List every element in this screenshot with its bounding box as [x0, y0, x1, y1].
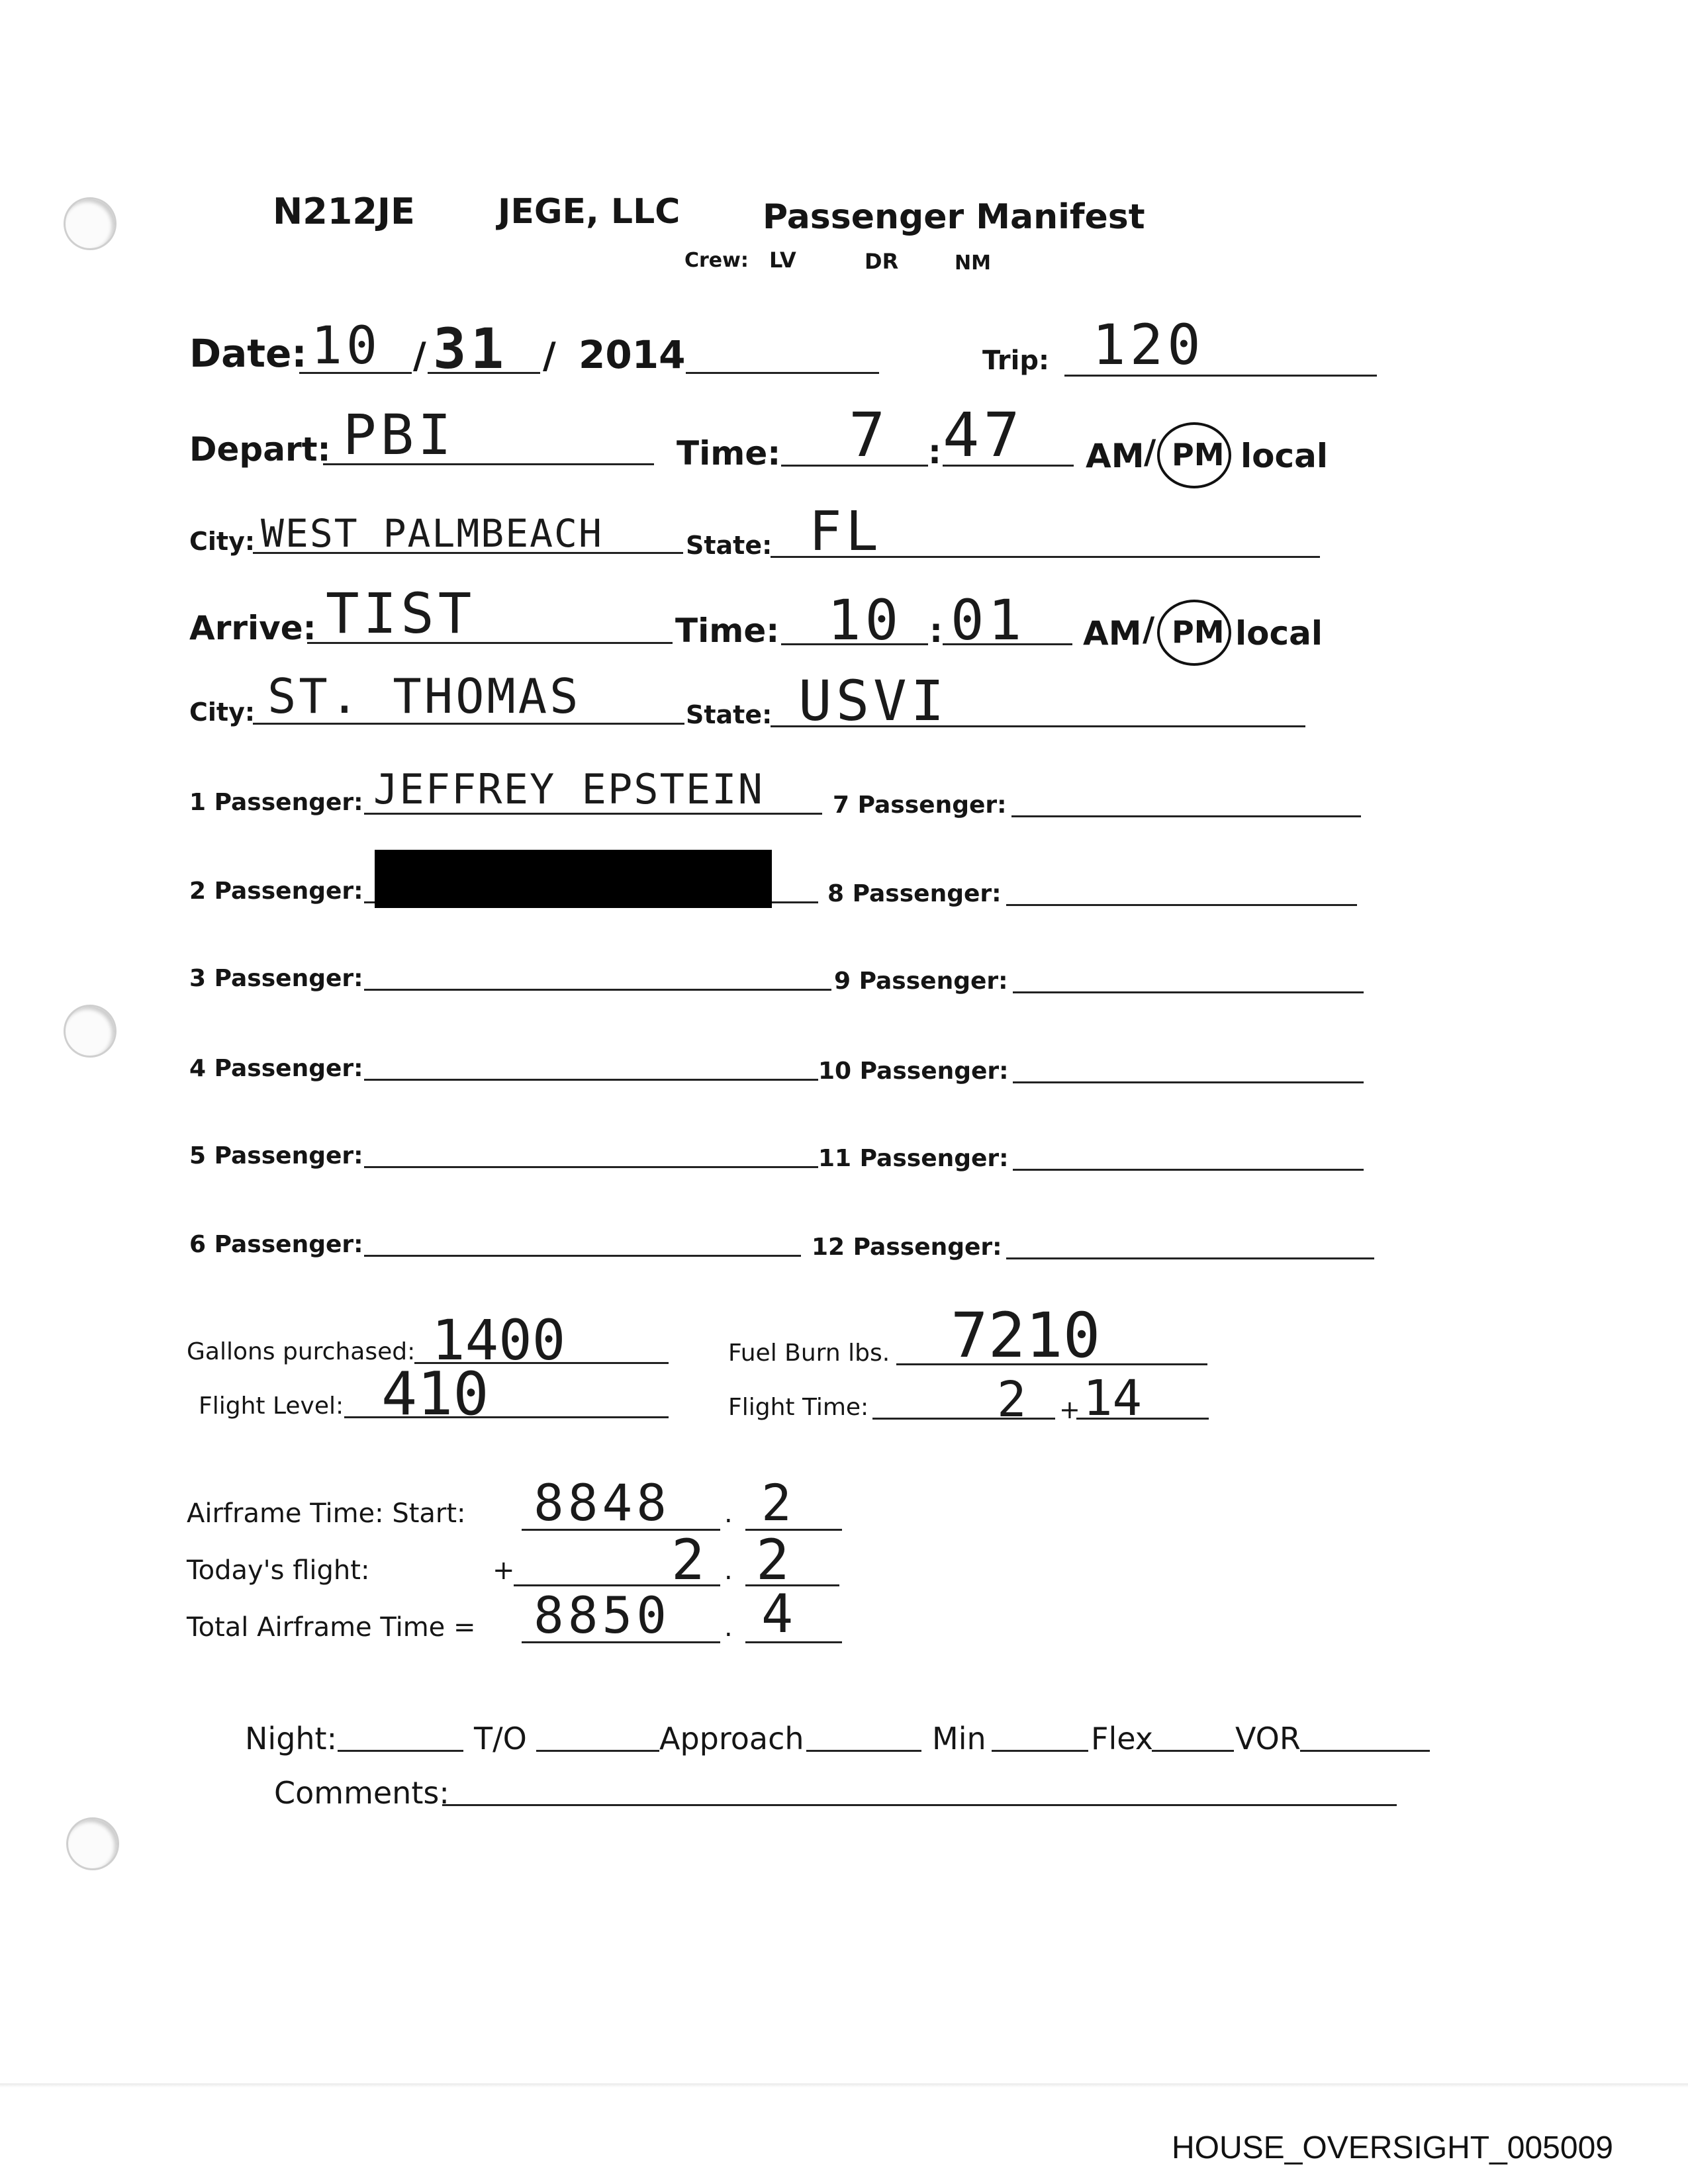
crew-member-3: NM [955, 251, 991, 275]
arrive-minute-field[interactable]: 01 [951, 588, 1026, 653]
arrive-slash: / [1143, 610, 1155, 649]
date-year-line [686, 372, 879, 374]
date-day-field[interactable]: 31 [433, 316, 508, 381]
crew-member-1: LV [769, 248, 796, 273]
vor-line[interactable] [1300, 1750, 1430, 1752]
todays-flight-plus: + [492, 1555, 515, 1586]
flex-label: Flex [1091, 1721, 1153, 1756]
flight-level-label: Flight Level: [199, 1392, 344, 1420]
passenger-12-label: 12 Passenger: [812, 1234, 1002, 1261]
approach-label: Approach [659, 1721, 804, 1756]
passenger-11-line [1013, 1169, 1364, 1171]
date-label: Date: [189, 331, 307, 376]
passenger-3-label: 3 Passenger: [189, 965, 363, 992]
passenger-11-label: 11 Passenger: [818, 1145, 1009, 1172]
binder-hole-bottom [66, 1817, 119, 1870]
min-line[interactable] [992, 1750, 1088, 1752]
flight-time-minutes-field[interactable]: 14 [1083, 1370, 1143, 1427]
todays-flight-dot: . [724, 1555, 733, 1586]
date-month-field[interactable]: 10 [311, 316, 381, 376]
takeoff-label: T/O [474, 1721, 527, 1756]
min-label: Min [932, 1721, 986, 1756]
passenger-7-line [1011, 815, 1361, 817]
depart-field[interactable]: PBI [343, 402, 455, 467]
passenger-1-label: 1 Passenger: [189, 789, 363, 816]
gallons-purchased-field[interactable]: 1400 [432, 1308, 566, 1373]
depart-time-colon: : [928, 433, 941, 471]
flight-level-field[interactable]: 410 [381, 1359, 489, 1429]
passenger-4-line [364, 1079, 818, 1081]
arrive-am[interactable]: AM [1083, 614, 1142, 653]
bates-number: HOUSE_OVERSIGHT_005009 [1172, 2130, 1613, 2165]
crew-label: Crew: [684, 249, 749, 272]
fuel-burn-field[interactable]: 7210 [951, 1300, 1101, 1372]
total-airframe-label: Total Airframe Time = [187, 1612, 476, 1643]
depart-city-field[interactable]: WEST PALMBEACH [261, 511, 603, 556]
arrive-city-label: City: [189, 698, 256, 727]
depart-hour-field[interactable]: 7 [849, 400, 890, 471]
passenger-2-redaction [375, 850, 772, 908]
night-line[interactable] [338, 1750, 463, 1752]
passenger-6-line [364, 1255, 801, 1257]
fuel-burn-label: Fuel Burn lbs. [728, 1340, 890, 1367]
arrive-field[interactable]: TIST [326, 581, 476, 646]
page-title: Passenger Manifest [763, 197, 1145, 237]
arrive-city-field[interactable]: ST. THOMAS [267, 668, 581, 724]
trip-label: Trip: [982, 345, 1049, 376]
depart-city-label: City: [189, 527, 256, 556]
passenger-10-line [1013, 1081, 1364, 1083]
approach-line[interactable] [806, 1750, 921, 1752]
binder-hole-middle [64, 1005, 117, 1058]
arrive-local: local [1235, 614, 1323, 653]
passenger-8-line [1006, 904, 1357, 906]
night-label: Night: [245, 1721, 338, 1756]
arrive-pm[interactable]: PM [1172, 614, 1225, 650]
depart-time-label: Time: [677, 434, 781, 473]
crew-member-2: DR [865, 249, 899, 274]
vor-label: VOR [1235, 1721, 1301, 1756]
passenger-9-label: 9 Passenger: [834, 968, 1008, 995]
trip-field[interactable]: 120 [1092, 312, 1205, 377]
date-year: 2014 [579, 332, 686, 377]
total-airframe-dot: . [724, 1612, 733, 1643]
flight-time-plus: + [1059, 1395, 1080, 1424]
takeoff-line[interactable] [536, 1750, 659, 1752]
arrive-time-colon: : [929, 612, 943, 650]
arrive-hour-field[interactable]: 10 [827, 588, 903, 653]
depart-pm[interactable]: PM [1172, 437, 1225, 473]
binder-hole-top [64, 197, 117, 250]
date-sep-2: / [543, 335, 556, 377]
depart-minute-field[interactable]: 47 [943, 400, 1024, 471]
flex-line[interactable] [1152, 1750, 1234, 1752]
airframe-start-whole-field[interactable]: 8848 [534, 1473, 671, 1532]
arrive-state-label: State: [686, 700, 773, 729]
company-name: JEGE, LLC [498, 192, 680, 232]
depart-am[interactable]: AM [1086, 437, 1145, 475]
scan-page-edge [0, 2083, 1688, 2087]
passenger-8-label: 8 Passenger: [827, 880, 1002, 907]
comments-label: Comments: [274, 1775, 449, 1811]
todays-flight-tenth-field[interactable]: 2 [756, 1527, 794, 1592]
passenger-1-field[interactable]: JEFFREY EPSTEIN [373, 765, 764, 813]
airframe-start-tenth-field[interactable]: 2 [761, 1473, 796, 1532]
passenger-6-label: 6 Passenger: [189, 1231, 363, 1258]
tail-number: N212JE [273, 191, 415, 232]
passenger-10-label: 10 Passenger: [818, 1058, 1009, 1085]
passenger-5-line [364, 1166, 818, 1168]
passenger-7-label: 7 Passenger: [833, 792, 1007, 819]
flight-time-hours-field[interactable]: 2 [997, 1371, 1031, 1428]
depart-state-label: State: [686, 531, 773, 560]
passenger-9-line [1013, 991, 1364, 993]
todays-flight-whole-field[interactable]: 2 [671, 1527, 709, 1592]
arrive-time-label: Time: [675, 612, 780, 650]
todays-flight-label: Today's flight: [187, 1555, 370, 1586]
airframe-start-dot: . [724, 1498, 733, 1529]
depart-label: Depart: [189, 430, 331, 469]
depart-local: local [1241, 437, 1329, 475]
arrive-label: Arrive: [189, 609, 316, 647]
date-sep-1: / [413, 335, 426, 377]
gallons-purchased-label: Gallons purchased: [187, 1338, 416, 1365]
airframe-start-label: Airframe Time: Start: [187, 1498, 466, 1529]
passenger-3-line [364, 989, 831, 991]
passenger-5-label: 5 Passenger: [189, 1142, 363, 1169]
arrive-state-field[interactable]: USVI [798, 668, 949, 733]
total-airframe-whole-field[interactable]: 8850 [534, 1586, 671, 1645]
total-airframe-tenth-field[interactable]: 4 [761, 1583, 798, 1645]
passenger-12-line [1006, 1257, 1374, 1259]
depart-slash: / [1144, 433, 1156, 471]
comments-line[interactable] [442, 1804, 1397, 1806]
passenger-2-label: 2 Passenger: [189, 878, 363, 905]
flight-time-label: Flight Time: [728, 1394, 869, 1421]
depart-state-field[interactable]: FL [809, 500, 882, 563]
passenger-4-label: 4 Passenger: [189, 1055, 363, 1082]
